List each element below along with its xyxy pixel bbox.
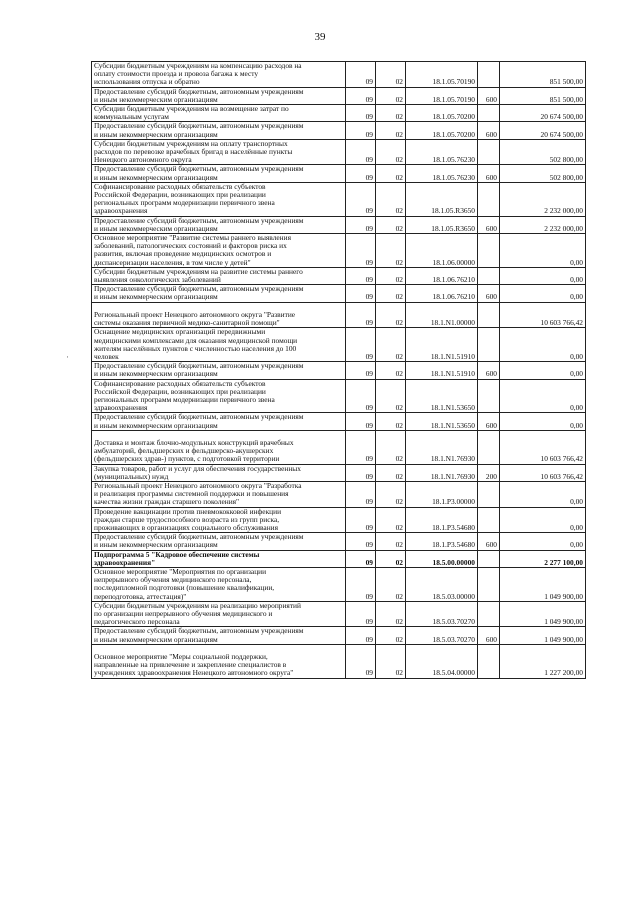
row-sum-cell: 20 674 500,00	[500, 122, 586, 139]
row-section-cell: 09	[346, 285, 376, 302]
row-code-cell: 18.1.05.70200	[406, 122, 478, 139]
row-sum-cell: 1 227 200,00	[500, 644, 586, 678]
row-name-cell: Основное мероприятие "Меры социальной поддержки, направленные на привлечение и закрепление специалистов в учреждениях здравоохранения Ненецкого автономного округа"	[92, 644, 346, 678]
row-name-cell: Софинансирование расходных обязательств субъектов Российской Федерации, возникающих при реализации региональных программ модернизации первичного звена здравоохранения	[92, 379, 346, 413]
table-row	[92, 550, 586, 567]
table-row	[92, 87, 586, 104]
table-row	[92, 216, 586, 233]
row-subsection-cell: 02	[376, 62, 406, 88]
row-name-cell: Субсидии бюджетным учреждениям на развитие системы раннего выявления онкологических заболеваний	[92, 267, 346, 284]
table-row	[92, 601, 586, 627]
margin-mark: ·	[66, 352, 69, 362]
table-row	[92, 464, 586, 481]
row-expense-type-cell	[478, 105, 500, 122]
row-code-cell: 18.1.P3.00000	[406, 481, 478, 507]
row-sum-cell: 1 049 900,00	[500, 627, 586, 644]
row-sum-cell: 2 232 000,00	[500, 182, 586, 216]
row-section-cell: 09	[346, 379, 376, 413]
row-subsection-cell: 02	[376, 413, 406, 430]
row-section-cell: 09	[346, 464, 376, 481]
row-code-cell: 18.1.P3.54680	[406, 507, 478, 533]
row-expense-type-cell	[478, 379, 500, 413]
row-name-cell: Основное мероприятие "Мероприятия по организации непрерывного обучения медицинского персонала, последипломной подготовки (повышение квалификации, переподготовка, аттестация)"	[92, 567, 346, 601]
row-name-cell: Региональный проект Ненецкого автономного округа "Развитие системы оказания первичной медико-санитарной помощи"	[92, 302, 346, 328]
row-name-cell: Софинансирование расходных обязательств субъектов Российской Федерации, возникающих при реализации региональных программ модернизации первичного звена здравоохранения	[92, 182, 346, 216]
row-sum-cell: 2 232 000,00	[500, 216, 586, 233]
row-expense-type-cell	[478, 139, 500, 165]
row-code-cell: 18.5.00.00000	[406, 550, 478, 567]
row-section-cell: 09	[346, 507, 376, 533]
row-name-cell: Предоставление субсидий бюджетным, автономным учреждениям и иным некоммерческим организациям	[92, 627, 346, 644]
row-expense-type-cell	[478, 550, 500, 567]
row-subsection-cell: 02	[376, 464, 406, 481]
row-expense-type-cell: 600	[478, 122, 500, 139]
row-expense-type-cell: 600	[478, 165, 500, 182]
row-name-cell: Субсидии бюджетным учреждениям на оплату транспортных расходов по перевозке врачебных бригад в населённые пункты Ненецкого автономного округа	[92, 139, 346, 165]
row-subsection-cell: 02	[376, 328, 406, 362]
row-code-cell: 18.5.04.00000	[406, 644, 478, 678]
row-name-cell: Предоставление субсидий бюджетным, автономным учреждениям и иным некоммерческим организациям	[92, 87, 346, 104]
table-row	[92, 328, 586, 362]
row-sum-cell: 0,00	[500, 379, 586, 413]
row-code-cell: 18.1.N1.00000	[406, 302, 478, 328]
row-subsection-cell: 02	[376, 567, 406, 601]
row-code-cell: 18.1.N1.51910	[406, 328, 478, 362]
table-row	[92, 413, 586, 430]
row-subsection-cell: 02	[376, 182, 406, 216]
row-expense-type-cell	[478, 267, 500, 284]
row-section-cell: 09	[346, 216, 376, 233]
row-sum-cell: 10 603 766,42	[500, 302, 586, 328]
row-section-cell: 09	[346, 234, 376, 268]
row-code-cell: 18.1.05.76230	[406, 139, 478, 165]
table-row	[92, 285, 586, 302]
row-subsection-cell: 02	[376, 362, 406, 379]
table-row	[92, 122, 586, 139]
row-sum-cell: 0,00	[500, 413, 586, 430]
row-section-cell: 09	[346, 550, 376, 567]
row-section-cell: 09	[346, 601, 376, 627]
row-code-cell: 18.5.03.00000	[406, 567, 478, 601]
row-section-cell: 09	[346, 413, 376, 430]
row-name-cell: Предоставление субсидий бюджетным, автономным учреждениям и иным некоммерческим организациям	[92, 413, 346, 430]
row-subsection-cell: 02	[376, 627, 406, 644]
row-subsection-cell: 02	[376, 644, 406, 678]
row-code-cell: 18.1.P3.54680	[406, 533, 478, 550]
table-row	[92, 533, 586, 550]
table-row	[92, 481, 586, 507]
row-sum-cell: 502 800,00	[500, 139, 586, 165]
row-sum-cell: 1 049 900,00	[500, 567, 586, 601]
table-row	[92, 165, 586, 182]
table-row	[92, 267, 586, 284]
row-expense-type-cell	[478, 507, 500, 533]
row-code-cell: 18.1.N1.76930	[406, 464, 478, 481]
row-sum-cell: 10 603 766,42	[500, 464, 586, 481]
row-section-cell: 09	[346, 182, 376, 216]
row-subsection-cell: 02	[376, 302, 406, 328]
row-section-cell: 09	[346, 87, 376, 104]
row-code-cell: 18.1.N1.51910	[406, 362, 478, 379]
row-code-cell: 18.1.N1.53650	[406, 379, 478, 413]
row-name-cell: Субсидии бюджетным учреждениям на компенсацию расходов на оплату стоимости проезда и провоза багажа к месту использования отпуска и обратно	[92, 62, 346, 88]
row-sum-cell: 20 674 500,00	[500, 105, 586, 122]
row-code-cell: 18.1.06.76210	[406, 267, 478, 284]
row-section-cell: 09	[346, 362, 376, 379]
row-name-cell: Закупка товаров, работ и услуг для обеспечения государственных (муниципальных) нужд	[92, 464, 346, 481]
row-expense-type-cell	[478, 328, 500, 362]
row-subsection-cell: 02	[376, 481, 406, 507]
table-row	[92, 362, 586, 379]
row-sum-cell: 0,00	[500, 285, 586, 302]
row-name-cell: Региональный проект Ненецкого автономного округа "Разработка и реализация программы системной поддержки и повышения качества жизни граждан старшего поколения"	[92, 481, 346, 507]
table-body	[92, 62, 586, 679]
row-sum-cell: 1 049 900,00	[500, 601, 586, 627]
row-name-cell: Предоставление субсидий бюджетным, автономным учреждениям и иным некоммерческим организациям	[92, 216, 346, 233]
row-expense-type-cell: 600	[478, 216, 500, 233]
row-code-cell: 18.1.05.R3650	[406, 216, 478, 233]
row-subsection-cell: 02	[376, 105, 406, 122]
table-row	[92, 139, 586, 165]
row-code-cell: 18.1.N1.53650	[406, 413, 478, 430]
row-sum-cell: 0,00	[500, 328, 586, 362]
row-subsection-cell: 02	[376, 550, 406, 567]
row-subsection-cell: 02	[376, 430, 406, 464]
row-subsection-cell: 02	[376, 216, 406, 233]
row-section-cell: 09	[346, 122, 376, 139]
row-section-cell: 09	[346, 481, 376, 507]
table-row	[92, 627, 586, 644]
row-section-cell: 09	[346, 267, 376, 284]
budget-table	[91, 61, 586, 679]
row-sum-cell: 502 800,00	[500, 165, 586, 182]
row-subsection-cell: 02	[376, 165, 406, 182]
row-expense-type-cell: 600	[478, 362, 500, 379]
row-sum-cell: 0,00	[500, 362, 586, 379]
row-sum-cell: 0,00	[500, 507, 586, 533]
row-expense-type-cell	[478, 644, 500, 678]
row-name-cell: Подпрограмма 5 "Кадровое обеспечение системы здравоохранения"	[92, 550, 346, 567]
row-code-cell: 18.5.03.70270	[406, 601, 478, 627]
row-expense-type-cell	[478, 182, 500, 216]
row-code-cell: 18.1.06.00000	[406, 234, 478, 268]
row-name-cell: Оснащение медицинских организаций передвижными медицинскими комплексами для оказания медицинской помощи жителям населённых пунктов с численностью населения до 100 человек	[92, 328, 346, 362]
row-section-cell: 09	[346, 567, 376, 601]
row-section-cell: 09	[346, 139, 376, 165]
table-row	[92, 567, 586, 601]
row-expense-type-cell: 600	[478, 533, 500, 550]
row-name-cell: Предоставление субсидий бюджетным, автономным учреждениям и иным некоммерческим организациям	[92, 122, 346, 139]
row-expense-type-cell	[478, 62, 500, 88]
row-section-cell: 09	[346, 165, 376, 182]
row-name-cell: Предоставление субсидий бюджетным, автономным учреждениям и иным некоммерческим организациям	[92, 533, 346, 550]
row-sum-cell: 851 500,00	[500, 62, 586, 88]
row-subsection-cell: 02	[376, 285, 406, 302]
row-section-cell: 09	[346, 627, 376, 644]
table-row	[92, 302, 586, 328]
row-sum-cell: 2 277 100,00	[500, 550, 586, 567]
row-name-cell: Субсидии бюджетным учреждениям на реализацию мероприятий по организации непрерывного обучения медицинского и педагогического персонала	[92, 601, 346, 627]
row-code-cell: 18.1.06.76210	[406, 285, 478, 302]
table-row	[92, 507, 586, 533]
row-name-cell: Предоставление субсидий бюджетным, автономным учреждениям и иным некоммерческим организациям	[92, 165, 346, 182]
row-sum-cell: 0,00	[500, 234, 586, 268]
row-name-cell: Предоставление субсидий бюджетным, автономным учреждениям и иным некоммерческим организациям	[92, 285, 346, 302]
row-sum-cell: 0,00	[500, 267, 586, 284]
table-row	[92, 644, 586, 678]
row-name-cell: Субсидии бюджетным учреждениям на возмещение затрат по коммунальным услугам	[92, 105, 346, 122]
row-sum-cell: 851 500,00	[500, 87, 586, 104]
row-section-cell: 09	[346, 105, 376, 122]
row-expense-type-cell	[478, 601, 500, 627]
row-code-cell: 18.1.05.70190	[406, 87, 478, 104]
row-name-cell: Предоставление субсидий бюджетным, автономным учреждениям и иным некоммерческим организациям	[92, 362, 346, 379]
row-section-cell: 09	[346, 533, 376, 550]
row-expense-type-cell	[478, 567, 500, 601]
row-section-cell: 09	[346, 644, 376, 678]
row-subsection-cell: 02	[376, 267, 406, 284]
row-sum-cell: 10 603 766,42	[500, 430, 586, 464]
row-subsection-cell: 02	[376, 139, 406, 165]
row-subsection-cell: 02	[376, 122, 406, 139]
row-expense-type-cell	[478, 481, 500, 507]
row-expense-type-cell: 600	[478, 285, 500, 302]
row-expense-type-cell: 600	[478, 627, 500, 644]
row-name-cell: Проведение вакцинации против пневмококковой инфекции граждан старше трудоспособного возраста из групп риска, проживающих в организациях социального обслуживания	[92, 507, 346, 533]
row-code-cell: 18.1.05.70200	[406, 105, 478, 122]
row-subsection-cell: 02	[376, 601, 406, 627]
table-row	[92, 379, 586, 413]
row-expense-type-cell	[478, 430, 500, 464]
page-number: 39	[314, 31, 326, 43]
row-subsection-cell: 02	[376, 533, 406, 550]
row-subsection-cell: 02	[376, 87, 406, 104]
row-expense-type-cell: 200	[478, 464, 500, 481]
row-subsection-cell: 02	[376, 507, 406, 533]
row-name-cell: Доставка и монтаж блочно-модульных конструкций врачебных амбулаторий, фельдшерских и фельдшерско-акушерских (фельдшерских здрав-) пунктов, с подготовкой территории	[92, 430, 346, 464]
row-expense-type-cell	[478, 234, 500, 268]
table-row	[92, 182, 586, 216]
row-code-cell: 18.1.05.76230	[406, 165, 478, 182]
row-code-cell: 18.5.03.70270	[406, 627, 478, 644]
row-section-cell: 09	[346, 62, 376, 88]
row-subsection-cell: 02	[376, 234, 406, 268]
row-sum-cell: 0,00	[500, 533, 586, 550]
row-subsection-cell: 02	[376, 379, 406, 413]
row-expense-type-cell	[478, 302, 500, 328]
row-section-cell: 09	[346, 302, 376, 328]
table-row	[92, 62, 586, 88]
row-code-cell: 18.1.N1.76930	[406, 430, 478, 464]
row-expense-type-cell: 600	[478, 413, 500, 430]
row-section-cell: 09	[346, 430, 376, 464]
row-code-cell: 18.1.05.R3650	[406, 182, 478, 216]
table-row	[92, 105, 586, 122]
row-section-cell: 09	[346, 328, 376, 362]
table-row	[92, 234, 586, 268]
row-sum-cell: 0,00	[500, 481, 586, 507]
row-name-cell: Основное мероприятие "Развитие системы раннего выявления заболеваний, патологических состояний и факторов риска их развития, включая проведение медицинских осмотров и диспансеризации населения, в том числе у детей"	[92, 234, 346, 268]
row-code-cell: 18.1.05.70190	[406, 62, 478, 88]
row-expense-type-cell: 600	[478, 87, 500, 104]
table-row	[92, 430, 586, 464]
